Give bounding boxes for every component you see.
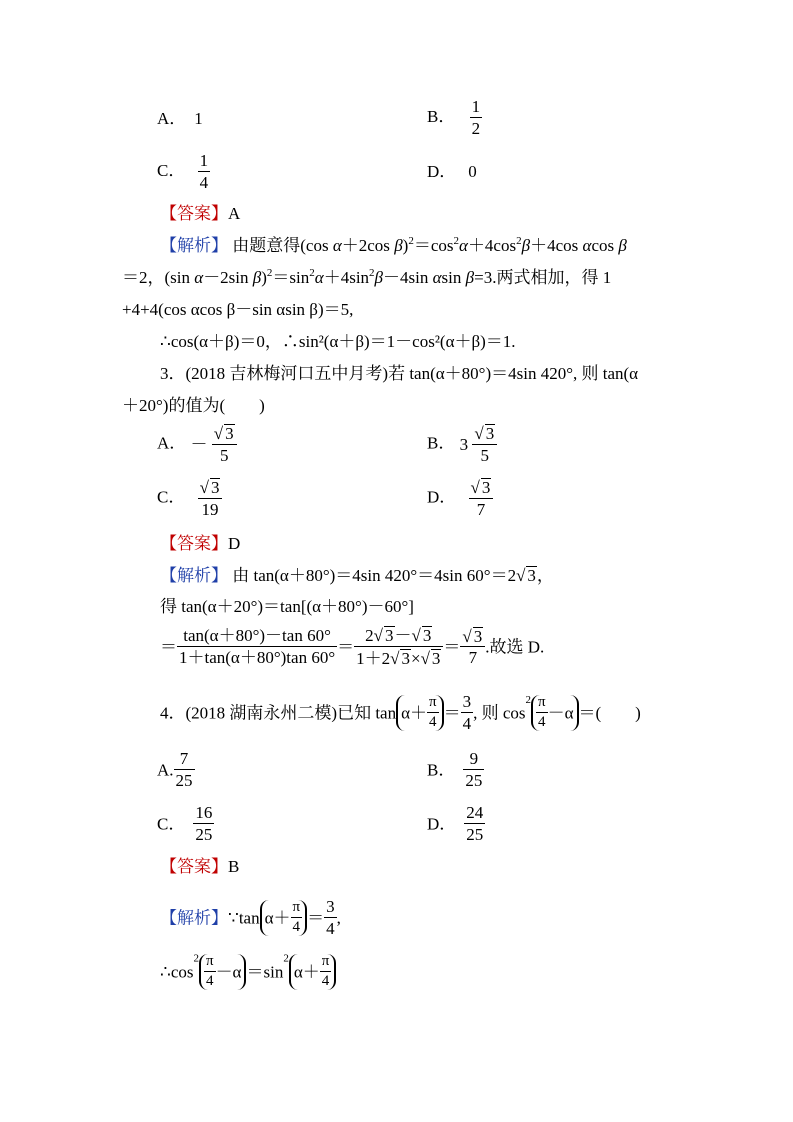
q3-analysis-line3: ＝ $\frac{\tan(\alpha+80^\circ)-\tan 60^\circ}{1+\tan(\alpha+80^\circ)\tan 60^\circ}$ ＝ $\frac{2√ 3-√ 3}{1+2√ 3\times√ 3}$ ＝ $\frac{√ 3}{7}$ .故选 D.	[160, 626, 545, 668]
q4-option-d: D． $\frac{24}{25}$	[427, 803, 484, 844]
q2-answer: 【答案】A	[160, 204, 241, 223]
q3-option-a: A． － $\frac{√ 3}{5}$	[157, 424, 237, 465]
answer-tag: 【答案】	[160, 857, 228, 876]
q3-stem-line2: ＋20°)的值为( )	[122, 396, 265, 415]
fraction: $\frac{√ 3}{5}$	[212, 424, 237, 465]
analysis-tag: 【解析】	[160, 566, 228, 585]
fraction: $\frac{2√ 3-√ 3}{1+2√ 3\times√ 3}$	[354, 626, 443, 668]
fraction: $\frac{24}{25}$	[466, 803, 484, 844]
fraction: $\frac{9}{25}$	[465, 749, 483, 790]
q2-option-a: A． 1	[157, 109, 203, 128]
q4-option-c: C． $\frac{16}{25}$	[157, 803, 213, 844]
q3-stem-line1: 3．(2018 吉林梅河口五中月考)若 tan(α＋80°)＝4sin 420°, 则 tan(α	[160, 364, 639, 383]
q2-analysis-line4: ∴cos(α＋β)＝0，∴sin²(α＋β)＝1－cos²(α＋β)＝1.	[160, 332, 516, 351]
fraction: $\frac{√ 3}{5}$	[472, 424, 497, 465]
q2-option-b: B． $\frac{1}{2}$	[427, 97, 481, 138]
parenthesis-group: α＋ $\frac{\pi}{4}$	[260, 900, 308, 936]
q3-option-c: C． $\frac{√ 3}{19}$	[157, 478, 222, 519]
parenthesis-group: $\frac{\pi}{4}$ －α	[531, 695, 579, 731]
q3-analysis-line2: 得 tan(α＋20°)＝tan[(α＋80°)－60°]	[160, 597, 414, 616]
q4-answer: 【答案】B	[160, 857, 240, 876]
q3-option-b: B． 3 $\frac{√ 3}{5}$	[427, 424, 497, 465]
q2-option-d: D． 0	[427, 162, 477, 181]
fraction: $\frac{3}{4}$	[326, 897, 335, 938]
formula: (cos α＋2cos $\beta)^2=\cos^2\alpha+4\cos^2\beta+4\cos$ αcos β	[300, 235, 627, 255]
fraction: $\frac{1}{2}$	[471, 97, 481, 138]
q2-analysis-line1: 【解析】 由题意得(cos α＋2cos $\beta)^2=\cos^2\alpha+4\cos^2\beta+4\cos$ αcos β	[160, 235, 627, 255]
fraction: $\frac{1}{4}$	[199, 151, 209, 192]
fraction: $\frac{7}{25}$	[175, 749, 193, 790]
q2-option-c: C． $\frac{1}{4}$	[157, 151, 209, 192]
fraction: $\frac{√ 3}{19}$	[198, 478, 223, 519]
q4-analysis-line2: $\therefore\cos^2$ $\frac{\pi}{4}$ $-\alpha =\sin^2\alpha+$ $\frac{\pi}{4}$	[160, 954, 336, 990]
fraction: $\frac{16}{25}$	[195, 803, 213, 844]
answer-tag: 【答案】	[160, 534, 228, 553]
fraction: $\frac{\tan(\alpha+80^\circ)-\tan 60^\circ}{1+\tan(\alpha+80^\circ)\tan 60^\circ}$	[179, 626, 336, 667]
parenthesis-group: $\frac{\pi}{4}$ －α	[199, 954, 247, 990]
parenthesis-group: α＋ $\frac{\pi}{4}$	[289, 954, 337, 990]
fraction: $\frac{√ 3}{7}$	[469, 478, 494, 519]
q3-analysis-line1: 【解析】 由 tan(α＋80°)＝4sin 420°＝4sin 60°＝2√ 3，	[160, 566, 554, 585]
q2-analysis-line2: ＝2，(sin α－2sin $\beta)^2=\sin^2\alpha+4\sin^2\beta-4\sin$ αsin β=3.两式相加，得 1	[122, 267, 612, 287]
fraction: $\frac{3}{4}$	[462, 692, 472, 733]
q4-analysis-line1: 【解析】∵tan α＋ $\frac{\pi}{4}$ ＝ $\frac{3}{4}$ ,	[160, 897, 341, 938]
analysis-tag: 【解析】	[160, 908, 228, 928]
formula: ＝2，(sin α－2sin $\beta)^2=\sin^2\alpha+4\sin^2\beta-4\sin$ αsin β	[122, 267, 475, 287]
analysis-tag: 【解析】	[160, 236, 228, 255]
q4-option-a: A. $\frac{7}{25}$	[157, 749, 193, 790]
parenthesis-group: α＋ $\frac{\pi}{4}$	[396, 695, 444, 731]
q4-stem: 4．(2018 湖南永州二模)已知 tan α＋ $\frac{\pi}{4}$ ＝ $\frac{3}{4}$ , 则 $\cos^2$ $\frac{\pi}{4}$ －α ＝( )	[160, 692, 641, 733]
fraction: $\frac{√ 3}{7}$	[460, 627, 485, 668]
q2-analysis-line3: +4+4(cos αcos β－sin αsin β)＝5,	[122, 300, 354, 319]
answer-tag: 【答案】	[160, 204, 228, 223]
q4-option-b: B． $\frac{9}{25}$	[427, 749, 483, 790]
q3-answer: 【答案】D	[160, 534, 241, 553]
q3-option-d: D． $\frac{√ 3}{7}$	[427, 478, 493, 519]
